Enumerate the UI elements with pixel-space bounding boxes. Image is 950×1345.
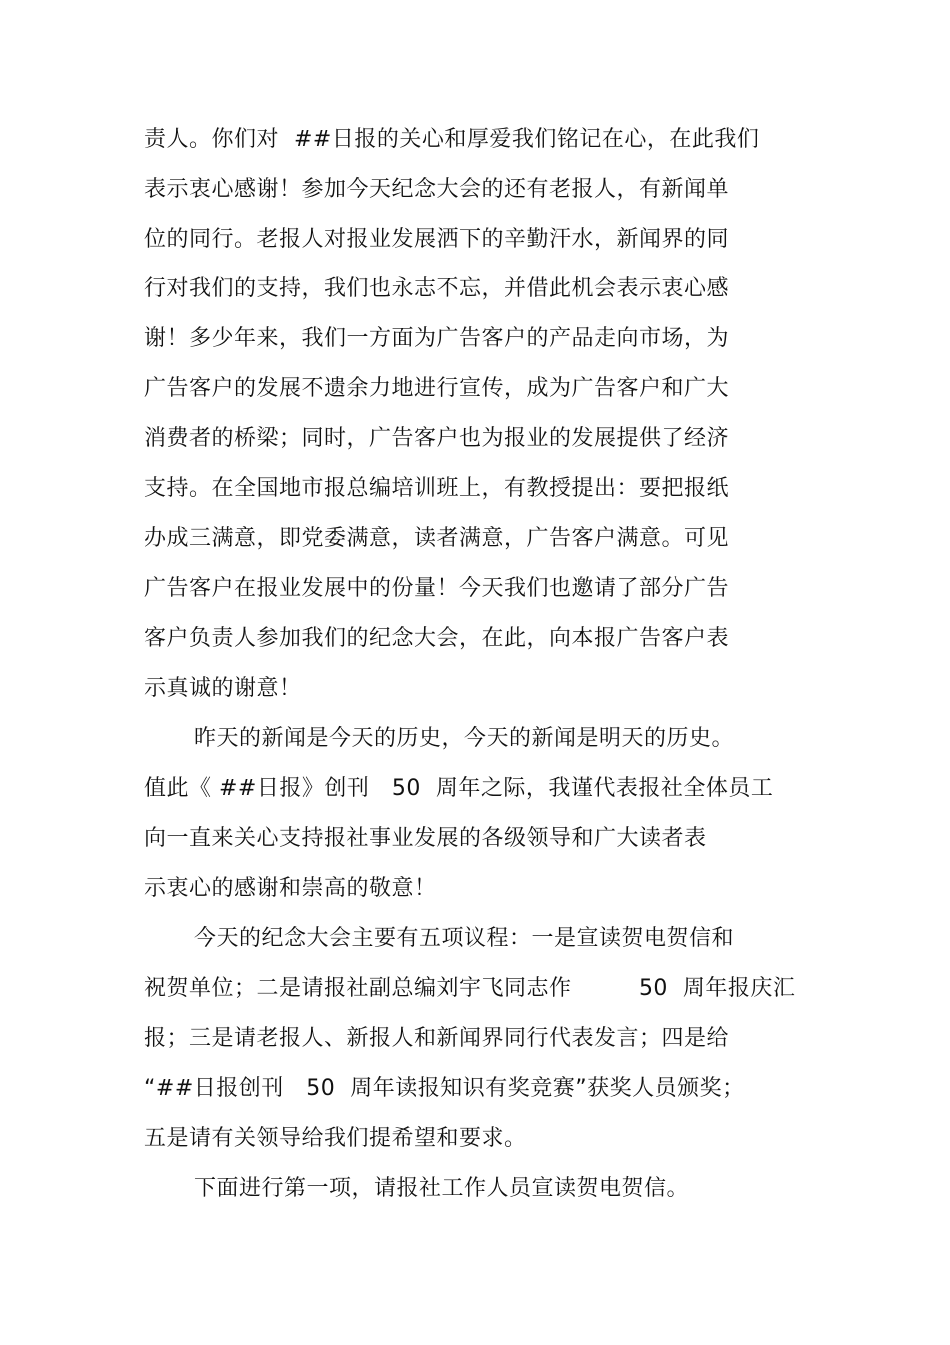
text-line: 祝贺单位；二是请报社副总编刘宇飞同志作 50 周年报庆汇 — [144, 976, 796, 1001]
text-line: 责人。你们对 ##日报的关心和厚爱我们铭记在心，在此我们 — [144, 127, 760, 152]
text-line: 广告客户的发展不遗余力地进行宣传，成为广告客户和广大 — [144, 376, 730, 401]
text-line: 值此《 ##日报》创刊 50 周年之际，我谨代表报社全体员工 — [144, 776, 774, 801]
paragraph-start-line: 下面进行第一项，请报社工作人员宣读贺电贺信。 — [194, 1176, 690, 1201]
text-line: 行对我们的支持，我们也永志不忘，并借此机会表示衷心感 — [144, 276, 730, 301]
text-line: 位的同行。老报人对报业发展洒下的辛勤汗水，新闻界的同 — [144, 227, 730, 252]
text-line: 支持。在全国地市报总编培训班上，有教授提出：要把报纸 — [144, 476, 730, 501]
text-line: 报；三是请老报人、新报人和新闻界同行代表发言；四是给 — [144, 1026, 730, 1051]
paragraph-start-line: 昨天的新闻是今天的历史，今天的新闻是明天的历史。 — [194, 726, 735, 751]
text-line: 表示衷心感谢！参加今天纪念大会的还有老报人，有新闻单 — [144, 177, 730, 202]
text-line: 向一直来关心支持报社事业发展的各级领导和广大读者表 — [144, 826, 707, 851]
text-line: 五是请有关领导给我们提希望和要求。 — [144, 1126, 527, 1151]
text-line: 示衷心的感谢和崇高的敬意！ — [144, 876, 437, 901]
text-line: 谢！多少年来，我们一方面为广告客户的产品走向市场，为 — [144, 326, 730, 351]
text-line: 广告客户在报业发展中的份量！今天我们也邀请了部分广告 — [144, 576, 730, 601]
text-line: 客户负责人参加我们的纪念大会，在此，向本报广告客户表 — [144, 626, 730, 651]
text-line: “##日报创刊 50 周年读报知识有奖竞赛”获奖人员颁奖； — [144, 1076, 745, 1101]
text-line: 消费者的桥梁；同时，广告客户也为报业的发展提供了经济 — [144, 426, 730, 451]
text-line: 办成三满意，即党委满意，读者满意，广告客户满意。可见 — [144, 526, 730, 551]
paragraph-start-line: 今天的纪念大会主要有五项议程：一是宣读贺电贺信和 — [194, 926, 735, 951]
text-line: 示真诚的谢意！ — [144, 676, 302, 701]
